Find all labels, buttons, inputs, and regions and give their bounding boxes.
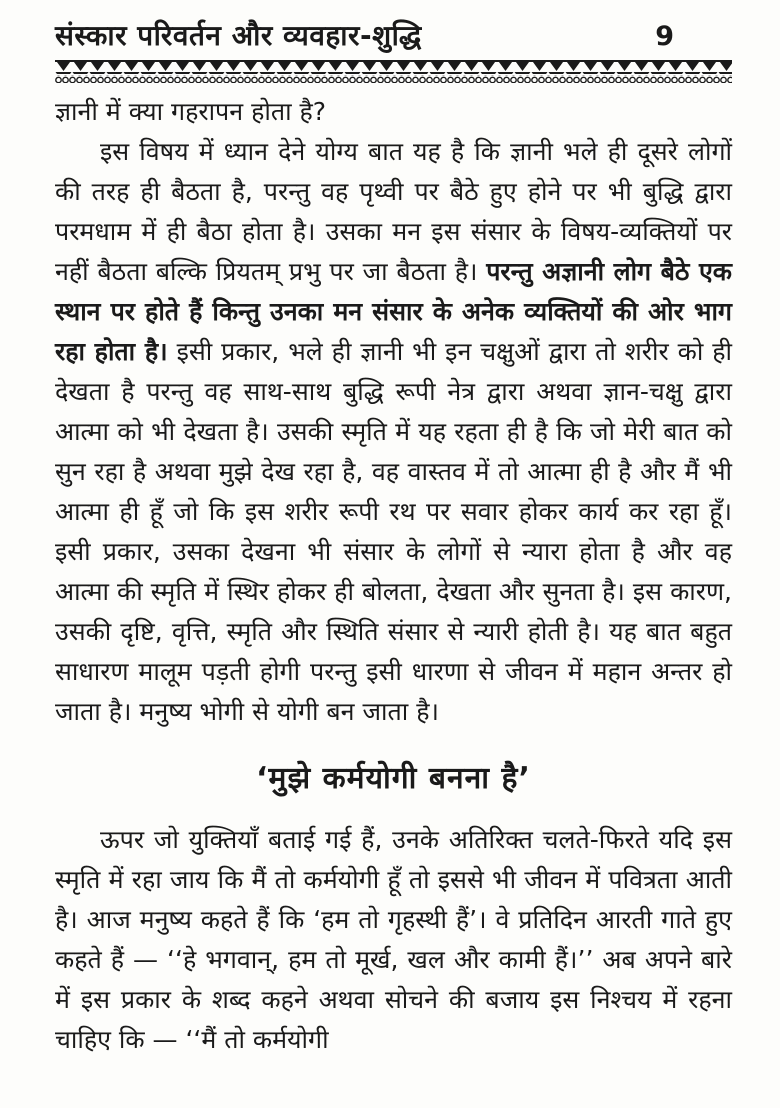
paragraph-gyani-depth	[55, 132, 732, 732]
page-body	[55, 92, 732, 1060]
text-run-bold: परन्तु अज्ञानी लोग बैठे एक स्थान पर होते हैं किन्तु उनका मन संसार के अनेक व्यक्तियों की ओर भाग रहा होता है।	[55, 257, 732, 366]
text-run: इसी प्रकार, भले ही ज्ञानी भी इन चक्षुओं द्वारा तो शरीर को ही देखता है परन्तु वह साथ-साथ बुद्धि रूपी नेत्र द्वारा अथवा ज्ञान-चक्षु द्वारा आत्मा को भी देखता है। उसकी स्मृति में यह रहता ही है कि जो मेरी बात को सुन रहा है अथवा मुझे देख रहा है, वह वास्तव में तो आत्मा ही है और मैं भी आत्मा ही हूँ जो कि इस शरीर रूपी रथ पर सवार होकर कार्य कर रहा हूँ। इसी प्रकार, उसका देखना भी संसार के लोगों से न्यारा होता है और वह आत्मा की स्मृति में स्थिर होकर ही बोलता, देखता और सुनता है। इस कारण, उसकी दृष्टि, वृत्ति, स्मृति और स्थिति संसार से न्यारी होती है। यह बात बहुत साधारण मालूम पड़ती होगी परन्तु इसी धारणा से जीवन में महान अन्तर हो जाता है। मनुष्य भोगी से योगी बन जाता है।	[55, 337, 732, 726]
border-triangle-row	[55, 62, 732, 74]
running-head-title: संस्कार परिवर्तन और व्यवहार-शुद्धि	[55, 19, 422, 52]
text-run: इस विषय में ध्यान देने योग्य बात यह है कि ज्ञानी भले ही दूसरे लोगों की तरह ही बैठता है, परन्तु वह पृथ्वी पर बैठे हुए होने पर भी बुद्धि द्वारा परमधाम में ही बैठा होता है। उसका मन इस संसार के विषय-व्यक्तियों पर नहीं बैठता बल्कि प्रियतम् प्रभु पर जा बैठता है।	[55, 137, 732, 286]
page-number: 9	[655, 21, 674, 52]
border-chain-row	[55, 75, 732, 83]
ornamental-border	[55, 60, 732, 84]
running-head	[55, 16, 732, 54]
border-top-rule	[55, 60, 732, 62]
section-heading-karmyogi: ‘मुझे कर्मयोगी बनना है’	[256, 761, 531, 796]
paragraph-karmyogi: ऊपर जो युक्तियाँ बताई गई हैं, उनके अतिरिक्त चलते-फिरते यदि इस स्मृति में रहा जाय कि मैं तो कर्मयोगी हूँ तो इससे भी जीवन में पवित्रता आती है। आज मनुष्य कहते हैं कि ‘हम तो गृहस्थी हैं’। वे प्रतिदिन आरती गाते हुए कहते हैं — ‘‘हे भगवान्, हम तो मूर्ख, खल और कामी हैं।’’ अब अपने बारे में इस प्रकार के शब्द कहने अथवा सोचने की बजाय इस निश्चय में रहना चाहिए कि — ‘‘मैं तो कर्मयोगी	[55, 825, 732, 1054]
paragraph-question: ज्ञानी में क्या गहरापन होता है?	[55, 97, 327, 126]
